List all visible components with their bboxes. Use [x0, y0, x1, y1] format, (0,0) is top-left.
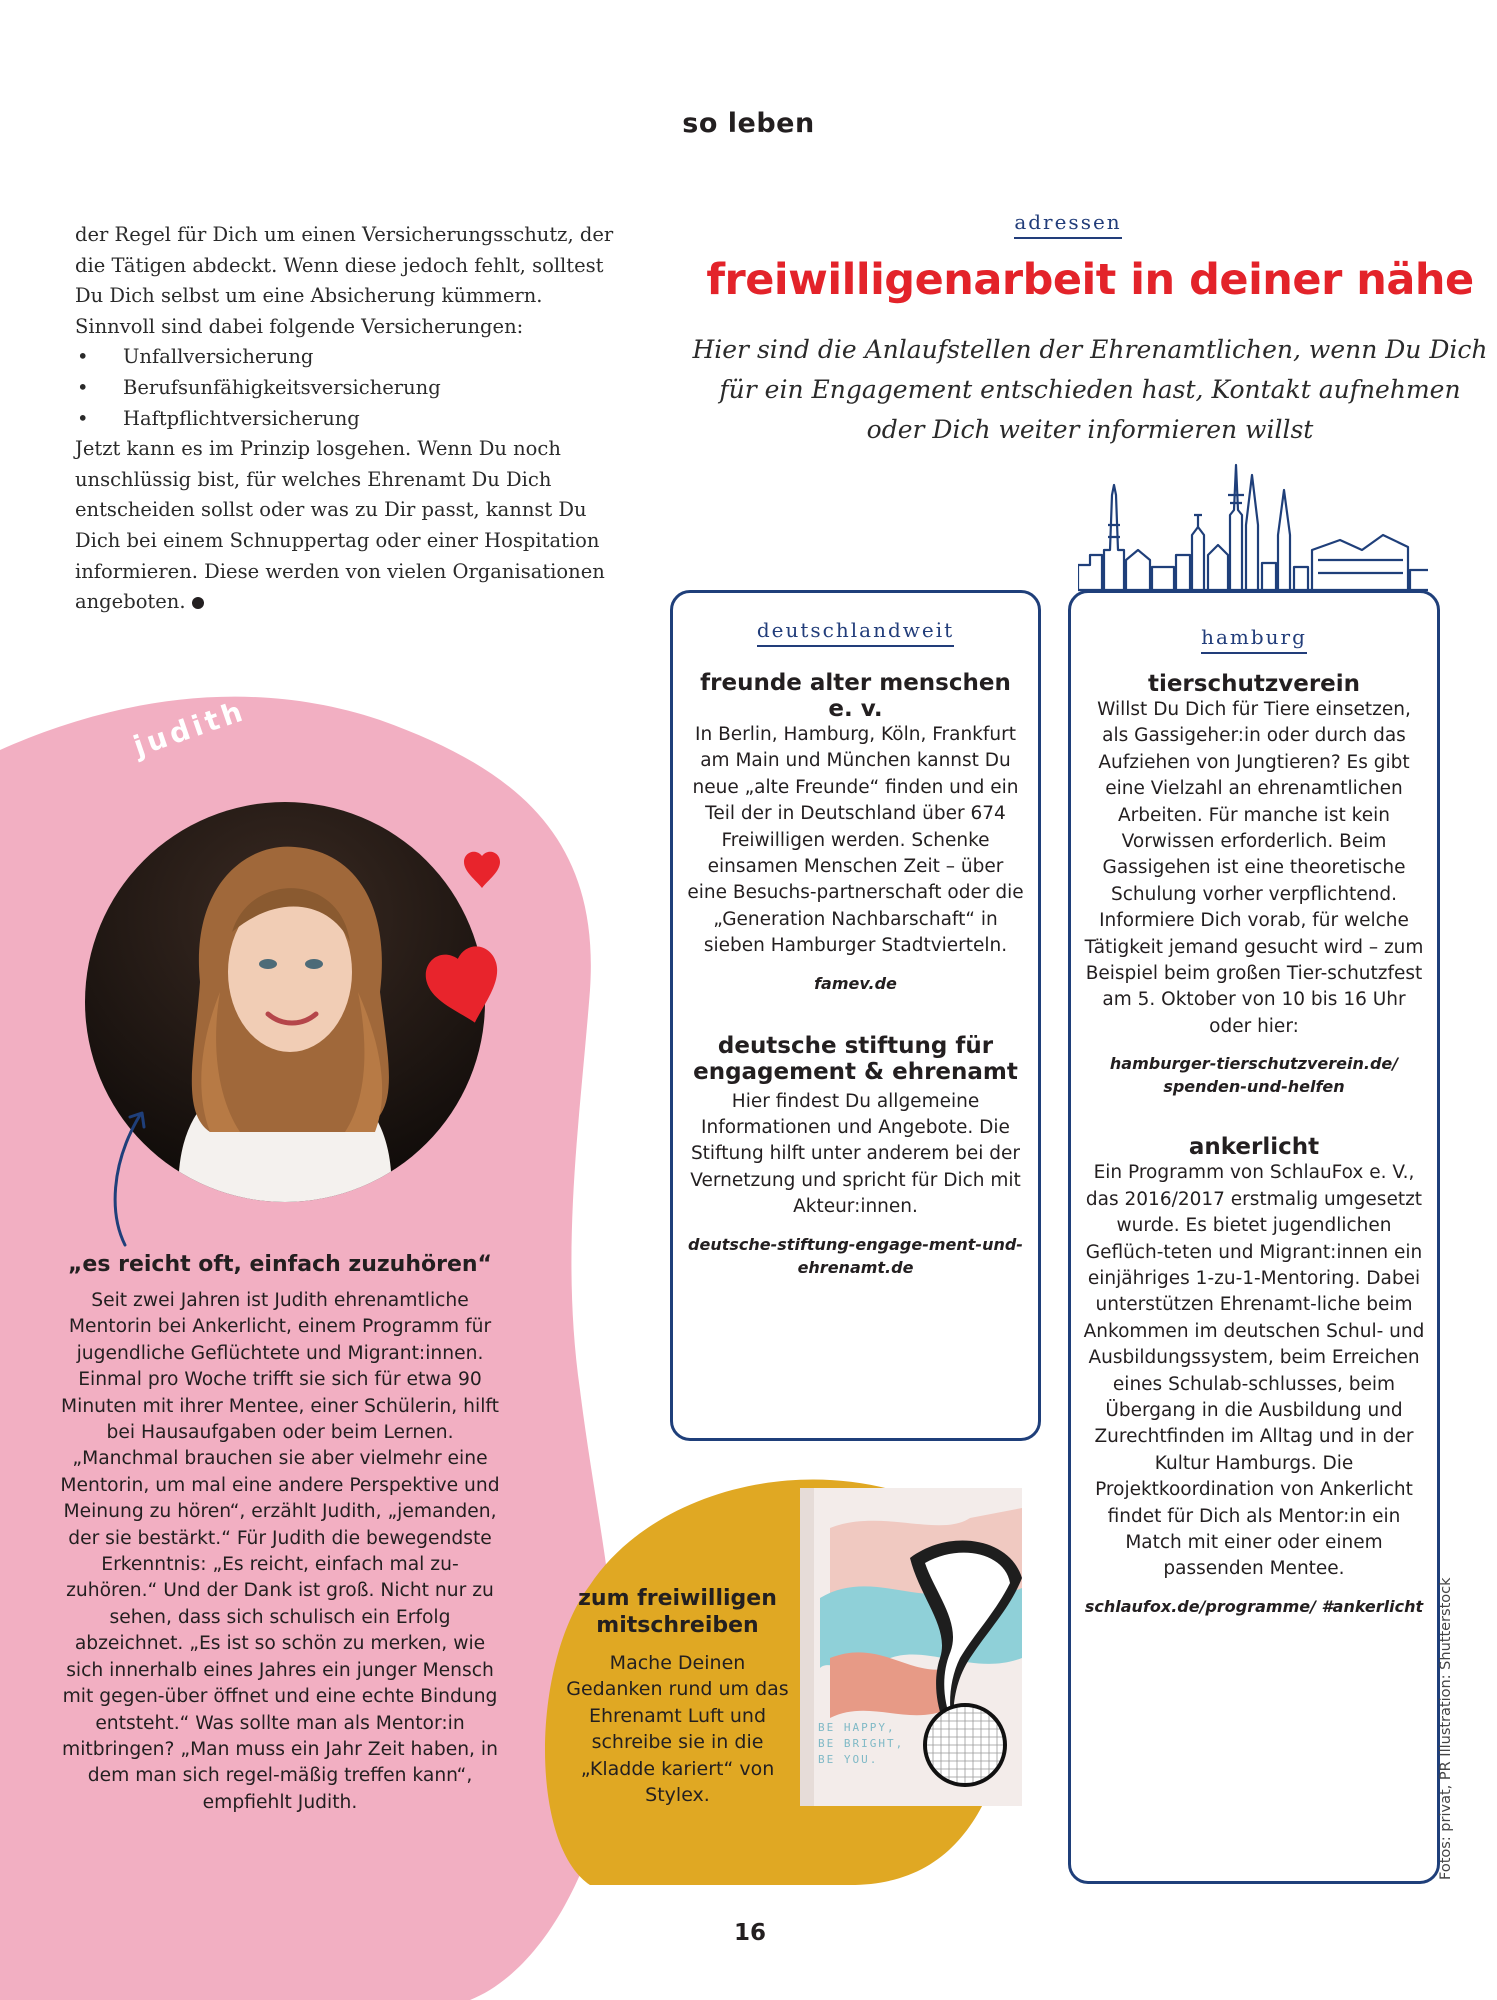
page-number: 16	[733, 1920, 766, 1946]
cover-line: BE YOU.	[818, 1753, 879, 1766]
box-deutschlandweit	[670, 590, 1041, 1441]
entry-title: tierschutzverein	[1147, 671, 1361, 697]
grid-circle-icon	[920, 1700, 1010, 1790]
notebook-product-image	[800, 1488, 1022, 1806]
intro-paragraph-2	[75, 434, 615, 618]
judith-name-label: judith	[129, 693, 251, 763]
entry-url[interactable]: deutsche-stiftung-engage-ment-und-ehrenamt.de	[688, 1234, 1023, 1277]
entry-text: Willst Du Dich für Tiere einsetzen, als Gassigeher:in oder durch das Aufziehen von Jungtieren? Es gibt eine Vielzahl an ehrenamtlichen Arbeiten. Für manche ist kein Vorwissen erforderlich. Beim Gassigehen ist eine theoretische Schulung vorher verpflichtend. Informiere Dich vorab, für welche Tätigkeit jemand gesucht wird – zum Beispiel beim großen Tier-schutzfest am 5. Oktober von 10 bis 16 Uhr oder hier:	[1084, 699, 1424, 1037]
intro-paragraph-1: der Regel für Dich um einen Versicherungsschutz, der die Tätigen abdeckt. Wenn diese jedoch fehlt, solltest Du Dich selbst um eine Absicherung kümmern. Sinnvoll sind dabei folgende Versicherungen:	[75, 223, 614, 338]
photo-credits-text: Fotos: privat, PR Illustration: Shutterstock	[1438, 1577, 1454, 1880]
judith-story-text: Seit zwei Jahren ist Judith ehrenamtliche Mentorin bei Ankerlicht, einem Programm für jugendliche Geflüchtete und Migrant:innen. Einmal pro Woche trifft sie sich für etwa 90 Minuten mit ihrer Mentee, einer Schülerin, hilft bei Hausaufgaben oder beim Lernen. „Manchmal brauchen sie aber vielmehr eine Mentorin, um mal eine andere Perspektive und Meinung zu hören“, erzählt Judith, „jemanden, der sie bestärkt.“ Für Judith die bewegendste Erkenntnis: „Es reicht, einfach mal zu-zuhören.“ Und der Dank ist groß. Nicht nur zu sehen, dass sich schulisch ein Erfolg abzeichnet. „Es ist so schön zu merken, wie sich innerhalb eines Jahres ein junger Mensch mit gegen-über öffnet und eine echte Bindung entsteht.“ Was sollte man als Mentor:in mitbringen? „Man muss ein Jahr Zeit haben, in dem man sich regel-mäßig treffen kann“, empfiehlt Judith.	[60, 1290, 500, 1813]
arrow-icon	[100, 1105, 160, 1255]
entry-text: Hier findest Du allgemeine Informationen und Angebote. Die Stiftung hilft unter anderem bei der Vernetzung und spricht für Dich mit Akteur:innen.	[690, 1090, 1021, 1218]
intro-paragraph-2-text: Jetzt kann es im Prinzip losgehen. Wenn Du noch unschlüssig bist, für welches Ehrenamt Du Dich entscheiden sollst oder was zu Dir passt, kannst Du Dich bei einem Schnuppertag oder einer Hospitation informieren. Diese werden von vielen Organisationen angeboten.	[75, 437, 605, 614]
intro-column	[75, 220, 615, 618]
entry-url[interactable]: famev.de	[814, 973, 897, 993]
addresses-kicker-label: adressen	[1014, 210, 1121, 239]
box-hamburg-kicker-label: hamburg	[1201, 625, 1307, 654]
entry-deutsche-stiftung	[673, 1033, 1038, 1279]
notebook-promo-title: zum freiwilligen mitschreiben	[578, 1586, 777, 1638]
entry-title: freunde alter menschen e. v.	[700, 670, 1011, 722]
entry-tierschutzverein	[1071, 671, 1437, 1098]
entry-text: Ein Programm von SchlauFox e. V., das 2016/2017 erstmalig umgesetzt wurde. Es bietet jugendlichen Geflüch-teten und Migrant:innen ein einjähriges 1-zu-1-Mentoring. Dabei unterstützen Ehrenamt-liche beim Ankommen im deutschen Schul- und Ausbildungssystem, beim Erreichen eines Schulab-schlusses, beim Übergang in die Ausbildung und Zurechtfinden im Alltag und in der Kultur Hamburgs. Die Projektkoordination von Ankerlicht findet für Dich als Mentor:in ein Match mit einer oder einem passenden Mentee.	[1083, 1162, 1425, 1580]
entry-freunde-alter-menschen	[673, 670, 1038, 995]
entry-ankerlicht	[1071, 1134, 1437, 1618]
insurance-item: • Haftpflichtversicherung	[75, 404, 615, 435]
cover-line: BE BRIGHT,	[818, 1737, 905, 1750]
box-deutschlandweit-kicker	[673, 618, 1038, 642]
entry-url[interactable]: hamburger-tierschutzverein.de/ spenden-und-helfen	[1109, 1054, 1399, 1097]
hamburg-skyline-illustration	[1078, 455, 1428, 595]
addresses-lead: Hier sind die Anlaufstellen der Ehrenamtlichen, wenn Du Dich für ein Engagement entschieden hast, Kontakt aufnehmen oder Dich weiter informieren willst	[692, 335, 1488, 444]
addresses-kicker	[948, 210, 1188, 234]
section-header: so leben	[682, 108, 815, 139]
notebook-promo-text: Mache Deinen Gedanken rund um das Ehrenamt Luft und schreibe sie in die „Kladde kariert“ von Stylex.	[566, 1652, 789, 1807]
box-deutschlandweit-kicker-label: deutschlandweit	[757, 618, 954, 647]
small-heart-icon	[464, 852, 500, 888]
entry-text: In Berlin, Hamburg, Köln, Frankfurt am Main und München kannst Du neue „alte Freunde“ finden und ein Teil der in Deutschland über 674 Freiwilligen werden. Schenke einsamen Menschen Zeit – über eine Besuchs-partnerschaft oder die „Generation Nachbarschaft“ in sieben Hamburger Stadtvierteln.	[687, 724, 1024, 957]
entry-url[interactable]: schlaufox.de/programme/ #ankerlicht	[1084, 1596, 1424, 1616]
end-mark	[192, 597, 204, 609]
photo-credits	[1438, 1570, 1466, 1890]
notebook-cover-text	[818, 1720, 904, 1768]
insurance-item: • Berufsunfähigkeitsversicherung	[75, 373, 615, 404]
box-hamburg	[1068, 590, 1440, 1884]
insurance-list	[75, 342, 615, 434]
entry-title: deutsche stiftung für engagement & ehrenamt	[693, 1032, 1018, 1085]
addresses-title: freiwilligenarbeit in deiner nähe	[706, 255, 1474, 305]
entry-title: ankerlicht	[1188, 1134, 1320, 1161]
cover-line: BE HAPPY,	[818, 1721, 896, 1734]
box-hamburg-kicker	[1071, 625, 1437, 649]
insurance-item: • Unfallversicherung	[75, 342, 615, 373]
judith-quote-title: „es reicht oft, einfach zuzuhören“	[67, 1252, 493, 1277]
